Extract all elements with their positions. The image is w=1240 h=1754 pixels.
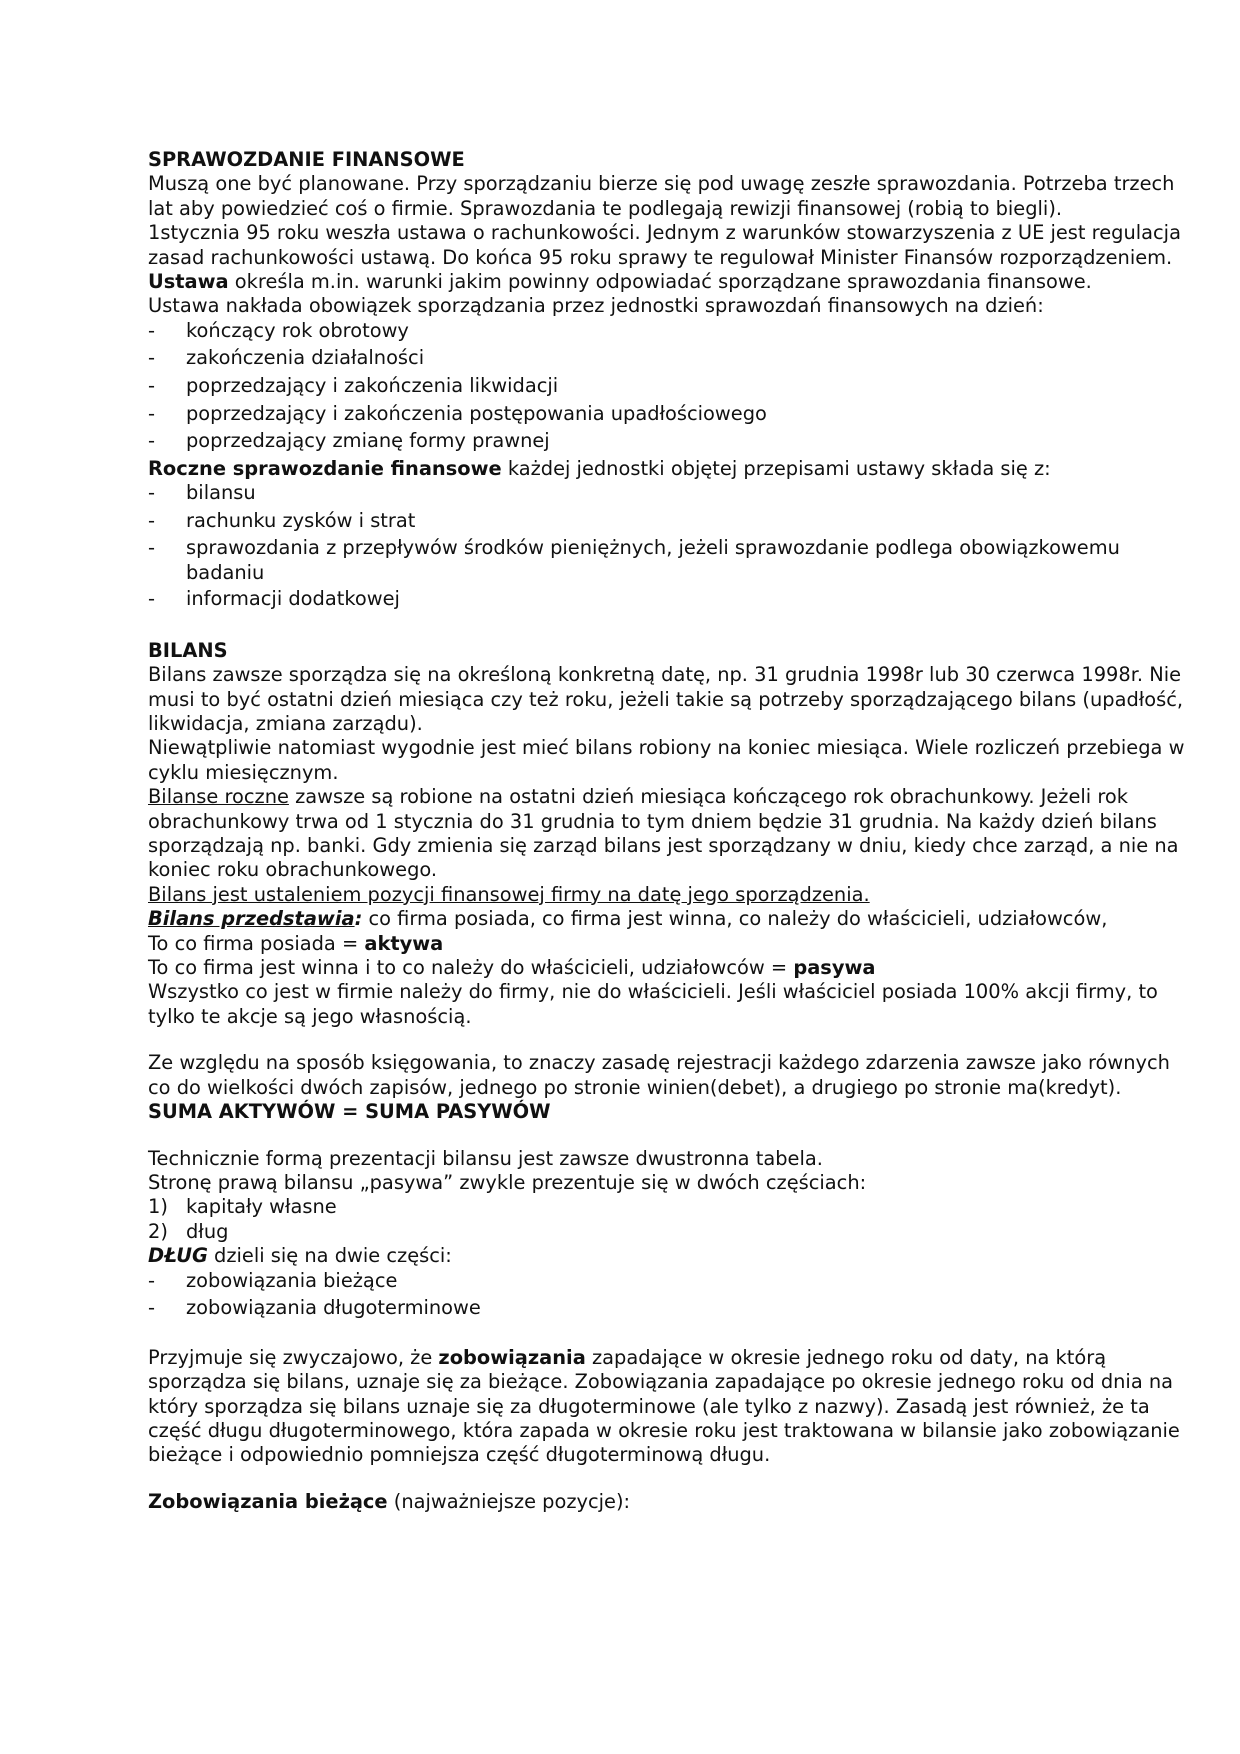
list-item-text: dług [186, 1219, 229, 1243]
list-item-text: poprzedzający zmianę formy prawnej [186, 429, 550, 453]
pasywa-parts-list [148, 1195, 1188, 1244]
list-item [148, 402, 1188, 428]
dash-bullet: - [148, 586, 155, 610]
list-item-text: zobowiązania bieżące [186, 1268, 398, 1292]
dash-bullet: - [148, 401, 155, 425]
ustawa-text: określa m.in. warunki jakim powinny odpowiadać sporządzane sprawozdania finansowe. [228, 270, 1092, 294]
przedstawia-term: Bilans przedstawia [148, 907, 355, 931]
list-item [148, 319, 1188, 345]
dlug-paragraph [148, 1244, 1188, 1268]
list-item-text: zakończenia działalności [186, 346, 425, 370]
ustawa-paragraph [148, 270, 1188, 294]
aktywa-term: aktywa [364, 931, 444, 955]
przedstawia-text: co firma posiada, co firma jest winna, co należy do właścicieli, udziałowców, [362, 907, 1108, 931]
list-item [148, 429, 1188, 455]
list-item-text: rachunku zysków i strat [186, 508, 416, 532]
strone-paragraph: Stronę prawą bilansu „pasywa” zwykle prezentuje się w dwóch częściach: [148, 1170, 867, 1194]
dash-bullet: - [148, 1296, 155, 1320]
list-number: 2) [148, 1219, 168, 1243]
spacer [148, 1125, 1188, 1147]
ustawa-obligation: Ustawa nakłada obowiązek sporządzania przez jednostki sprawozdań finansowych na dzień: [148, 294, 1044, 318]
dlug-text: dzieli się na dwie części: [207, 1244, 452, 1268]
przedstawia-colon: : [354, 907, 363, 931]
bilanse-roczne-text: zawsze są robione na ostatni dzień miesiąca kończącego rok obrachunkowy. Jeżeli rok obrachunkowy trwa od 1 stycznia do 31 grudnia to tym dniem będzie 31 grudnia. Na każdy dzień bilans sporządzają np. banki. Gdy zmienia się zarząd bilans jest sporządzany w dniu, kiedy chce zarząd, a nie na koniec roku obrachunkowego. [148, 785, 1179, 882]
dlug-term: DŁUG [148, 1244, 208, 1268]
bilans-paragraph-1: Bilans zawsze sporządza się na określoną konkretną datę, np. 31 grudnia 1998r lub 30 czerwca 1998r. Nie musi to być ostatni dzień miesiąca czy też roku, jeżeli takie są potrzeby sporządzającego bilans (upadłość, likwidacja, zmiana zarządu). [148, 663, 1184, 736]
aktywa-text: To co firma posiada = [148, 931, 365, 955]
spacer [148, 1468, 1188, 1490]
intro-paragraph-2: 1stycznia 95 roku weszła ustawa o rachunkowości. Jednym z warunków stowarzyszenia z UE jest regulacja zasad rachunkowości ustawą. Do końca 95 roku sprawy te regulował Minister Finansów rozporządzeniem. [148, 221, 1181, 269]
ustawa-term: Ustawa [148, 270, 229, 294]
intro-paragraph-1: Muszą one być planowane. Przy sporządzaniu bierze się pod uwagę zeszłe sprawozdania. Potrzeba trzech lat aby powiedzieć coś o firmie. Sprawozdania te podlegają rewizji finansowej (robią to biegli). [148, 172, 1175, 220]
list-item [148, 509, 1188, 535]
roczne-text: każdej jednostki objętej przepisami ustawy składa się z: [501, 456, 1051, 480]
roczne-term: Roczne sprawozdanie finansowe [148, 456, 502, 480]
list-item-text: bilansu [186, 481, 256, 505]
bilanse-roczne-term: Bilanse roczne [148, 785, 289, 809]
zobowiazania-term: zobowiązania [438, 1345, 586, 1369]
debt-parts-list [148, 1269, 1188, 1323]
list-item [148, 1195, 1188, 1219]
list-item [148, 587, 1188, 613]
bilans-przedstawia-paragraph [148, 907, 1188, 931]
list-item-text: kapitały własne [186, 1195, 337, 1219]
aktywa-line [148, 932, 1188, 956]
list-item-text: poprzedzający i zakończenia likwidacji [186, 374, 559, 398]
list-item [148, 481, 1188, 507]
ze-wzgledu-paragraph: Ze względu na sposób księgowania, to znaczy zasadę rejestracji każdego zdarzenia zawsze jako równych co do wielkości dwóch zapisów, jednego po stronie winien(debet), a drugiego po stronie ma(kredyt). [148, 1051, 1170, 1099]
bilans-heading: BILANS [148, 638, 228, 662]
pasywa-term: pasywa [793, 956, 876, 980]
list-number: 1) [148, 1195, 168, 1219]
technicznie-paragraph: Technicznie formą prezentacji bilansu jest zawsze dwustronna tabela. [148, 1146, 823, 1170]
list-item [148, 1220, 1188, 1244]
dash-bullet: - [148, 429, 155, 453]
spacer [148, 1029, 1188, 1051]
balance-equation: SUMA AKTYWÓW = SUMA PASYWÓW [148, 1100, 551, 1124]
dash-bullet: - [148, 536, 155, 560]
przyjmuje-paragraph [148, 1346, 1188, 1468]
dash-bullet: - [148, 374, 155, 398]
list-item-text: sprawozdania z przepływów środków pieniężnych, jeżeli sprawozdanie podlega obowiązkowemu badaniu [186, 536, 1120, 584]
bilanse-roczne-paragraph [148, 785, 1188, 883]
list-item [148, 346, 1188, 372]
document-title: SPRAWOZDANIE FINANSOWE [148, 148, 465, 171]
roczne-paragraph [148, 457, 1188, 481]
list-item [148, 374, 1188, 400]
list-item [148, 1296, 1188, 1322]
list-item-text: kończący rok obrotowy [186, 318, 409, 342]
dash-bullet: - [148, 481, 155, 505]
dash-bullet: - [148, 346, 155, 370]
list-item [148, 1269, 1188, 1295]
wszystko-paragraph: Wszystko co jest w firmie należy do firmy, nie do właścicieli. Jeśli właściciel posiada 100% akcji firmy, to tylko te akcje są jego własnością. [148, 980, 1158, 1028]
pasywa-line [148, 956, 1188, 980]
bilans-paragraph-2: Niewątpliwie natomiast wygodnie jest mieć bilans robiony na koniec miesiąca. Wiele rozliczeń przebiega w cyklu miesięcznym. [148, 736, 1185, 784]
list-item-text: poprzedzający i zakończenia postępowania upadłościowego [186, 401, 767, 425]
list-item-text: informacji dodatkowej [186, 586, 400, 610]
dash-bullet: - [148, 1268, 155, 1292]
dash-bullet: - [148, 508, 155, 532]
list-item-text: zobowiązania długoterminowe [186, 1296, 481, 1320]
zobowiazania-biezace-term: Zobowiązania bieżące [148, 1489, 388, 1513]
pasywa-text: To co firma jest winna i to co należy do właścicieli, udziałowców = [148, 956, 794, 980]
spacer [148, 1324, 1188, 1346]
zobowiazania-biezace-text: (najważniejsze pozycje): [387, 1489, 631, 1513]
list-item [148, 536, 1188, 585]
przyjmuje-text-rest: zapadające w okresie jednego roku od daty, na którą sporządza się bilans, uznaje się za bieżące. Zobowiązania zapadające po okresie jednego roku od dnia na który sporządza się bilans uznaje się za długoterminowe (ale tylko z nazwy). Zasadą jest również, że ta część długu długoterminowego, która zapada w okresie roku jest traktowana w bilansie jako zobowiązanie bieżące i odpowiednio pomniejsza część długoterminową długu. [148, 1345, 1180, 1467]
zobowiazania-biezace-heading [148, 1490, 1188, 1514]
dash-bullet: - [148, 318, 155, 342]
bilans-definition: Bilans jest ustaleniem pozycji finansowej firmy na datę jego sporządzenia. [148, 882, 870, 906]
annual-report-components-list [148, 481, 1188, 613]
reporting-dates-list [148, 319, 1188, 455]
document-page [148, 148, 1188, 1514]
spacer [148, 614, 1188, 638]
przyjmuje-text-start: Przyjmuje się zwyczajowo, że [148, 1345, 439, 1369]
